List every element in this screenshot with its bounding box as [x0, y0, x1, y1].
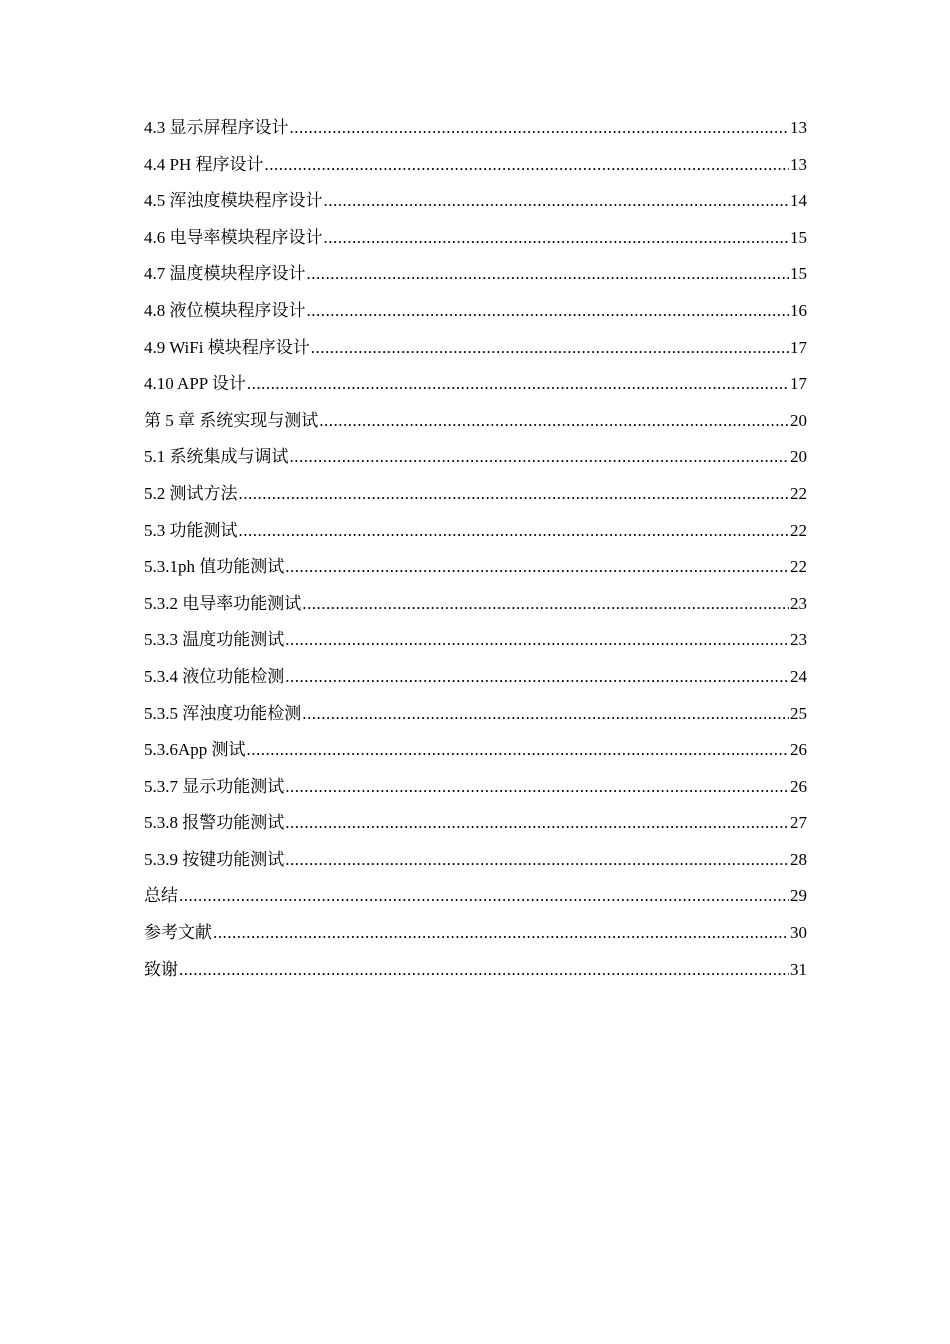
toc-entry-title: 4.6 电导率模块程序设计	[144, 227, 323, 247]
toc-entry-page: 15	[790, 264, 807, 284]
toc-leader-dots	[247, 366, 789, 403]
toc-entry-page: 17	[790, 374, 807, 394]
toc-entry[interactable]	[144, 586, 807, 623]
toc-leader-dots	[239, 513, 790, 550]
toc-leader-dots	[247, 732, 789, 769]
toc-entry-title: 5.3.6App 测试	[144, 740, 246, 760]
toc-entry-page: 22	[790, 483, 807, 503]
toc-entry[interactable]	[144, 220, 807, 257]
toc-leader-dots	[213, 915, 789, 952]
toc-leader-dots	[307, 256, 790, 293]
toc-entry-page: 23	[790, 593, 807, 613]
toc-leader-dots	[285, 805, 789, 842]
toc-entry-title: 5.3.5 浑浊度功能检测	[144, 703, 302, 723]
toc-leader-dots	[324, 183, 790, 220]
toc-entry[interactable]	[144, 476, 807, 513]
toc-entry[interactable]	[144, 659, 807, 696]
toc-entry-title: 4.4 PH 程序设计	[144, 154, 264, 174]
toc-entry[interactable]	[144, 293, 807, 330]
toc-entry-title: 5.3 功能测试	[144, 520, 238, 540]
toc-entry-title: 5.3.1ph 值功能测试	[144, 557, 285, 577]
toc-entry[interactable]	[144, 732, 807, 769]
toc-entry[interactable]	[144, 183, 807, 220]
toc-leader-dots	[285, 842, 789, 879]
toc-entry[interactable]	[144, 915, 807, 952]
toc-entry-page: 15	[790, 227, 807, 247]
toc-entry-title: 5.3.9 按键功能测试	[144, 849, 285, 869]
toc-entry-page: 27	[790, 813, 807, 833]
toc-entry-title: 4.5 浑浊度模块程序设计	[144, 191, 323, 211]
toc-entry-page: 16	[790, 300, 807, 320]
toc-leader-dots	[324, 220, 790, 257]
toc-entry-page: 31	[790, 959, 807, 979]
toc-entry-title: 5.3.7 显示功能测试	[144, 776, 285, 796]
toc-entry-title: 致谢	[144, 959, 178, 979]
toc-entry-title: 5.3.8 报警功能测试	[144, 813, 285, 833]
toc-entry-title: 4.10 APP 设计	[144, 374, 246, 394]
toc-entry[interactable]	[144, 769, 807, 806]
toc-leader-dots	[285, 549, 789, 586]
toc-leader-dots	[307, 293, 790, 330]
toc-entry[interactable]	[144, 366, 807, 403]
toc-entry-page: 22	[790, 520, 807, 540]
toc-entry-page: 20	[790, 410, 807, 430]
toc-entry-title: 4.3 显示屏程序设计	[144, 118, 289, 137]
toc-entry-page: 17	[790, 337, 807, 357]
toc-leader-dots	[179, 952, 789, 989]
toc-entry[interactable]	[144, 403, 807, 440]
toc-entry-page: 20	[790, 447, 807, 467]
toc-leader-dots	[290, 110, 790, 147]
toc-entry-title: 总结	[144, 886, 178, 906]
toc-entry-page: 14	[790, 191, 807, 211]
toc-entry[interactable]	[144, 439, 807, 476]
toc-entry-title: 5.3.3 温度功能测试	[144, 630, 285, 650]
toc-entry[interactable]	[144, 622, 807, 659]
toc-entry-title: 5.3.2 电导率功能测试	[144, 593, 302, 613]
toc-entry-page: 30	[790, 923, 807, 943]
toc-leader-dots	[239, 476, 790, 513]
toc-leader-dots	[290, 439, 790, 476]
toc-entry-page: 25	[790, 703, 807, 723]
toc-entry[interactable]	[144, 696, 807, 733]
toc-entry-page: 28	[790, 849, 807, 869]
toc-entry-title: 第 5 章 系统实现与测试	[144, 410, 319, 430]
toc-entry-title: 5.1 系统集成与调试	[144, 447, 289, 467]
toc-leader-dots	[179, 878, 789, 915]
toc-entry[interactable]	[144, 878, 807, 915]
toc-leader-dots	[302, 696, 789, 733]
toc-entry-title: 5.2 测试方法	[144, 483, 238, 503]
toc-entry-title: 4.8 液位模块程序设计	[144, 300, 306, 320]
toc-entry[interactable]	[144, 256, 807, 293]
toc-entry[interactable]	[144, 513, 807, 550]
toc-entry[interactable]	[144, 842, 807, 879]
toc-entry[interactable]	[144, 110, 807, 147]
toc-leader-dots	[285, 622, 789, 659]
toc-entry-page: 24	[790, 666, 807, 686]
toc-leader-dots	[285, 769, 789, 806]
toc-entry-page: 13	[790, 118, 807, 137]
toc-entry-page: 29	[790, 886, 807, 906]
toc-leader-dots	[319, 403, 789, 440]
toc-entry[interactable]	[144, 805, 807, 842]
toc-entry[interactable]	[144, 330, 807, 367]
toc-entry[interactable]	[144, 549, 807, 586]
toc-leader-dots	[302, 586, 789, 623]
table-of-contents	[144, 110, 807, 988]
toc-entry-page: 26	[790, 740, 807, 760]
toc-leader-dots	[285, 659, 789, 696]
toc-entry-title: 4.9 WiFi 模块程序设计	[144, 337, 310, 357]
toc-entry-title: 参考文献	[144, 923, 212, 943]
toc-entry-page: 13	[790, 154, 807, 174]
toc-entry-page: 23	[790, 630, 807, 650]
toc-entry[interactable]	[144, 147, 807, 184]
toc-entry-title: 4.7 温度模块程序设计	[144, 264, 306, 284]
toc-leader-dots	[311, 330, 789, 367]
toc-entry-page: 22	[790, 557, 807, 577]
toc-entry-title: 5.3.4 液位功能检测	[144, 666, 285, 686]
toc-entry[interactable]	[144, 952, 807, 989]
toc-entry-page: 26	[790, 776, 807, 796]
toc-leader-dots	[264, 147, 789, 184]
